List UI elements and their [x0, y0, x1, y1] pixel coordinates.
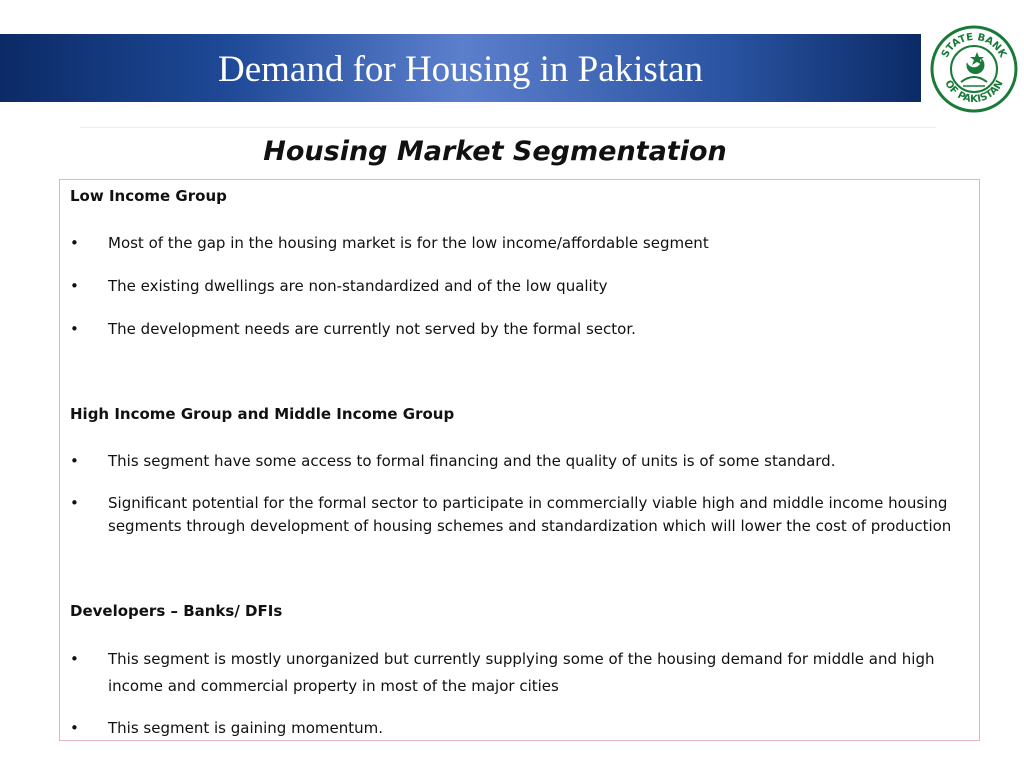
bullet-text: The existing dwellings are non-standardized and of the low quality [108, 277, 608, 295]
bullet-marker: • [70, 277, 79, 295]
bullet-marker: • [70, 650, 79, 668]
logo-text-top: STATE BANK [939, 31, 1009, 60]
section-heading-developers: Developers – Banks/ DFIs [70, 602, 283, 620]
logo-text-bottom: OF PAKISTAN [942, 78, 1006, 106]
bullet-marker: • [70, 719, 79, 737]
bullet-marker: • [70, 320, 79, 338]
bullet-marker: • [70, 452, 79, 470]
bullet-text: This segment have some access to formal financing and the quality of units is of some standard. [108, 452, 836, 470]
bullet-text: This segment is gaining momentum. [108, 719, 383, 737]
bullet-text: Significant potential for the formal sector to participate in commercially viable high and middle income housing segments through development of housing schemes and standardization which will lower the cost of production [108, 494, 952, 535]
bullet-text: The development needs are currently not served by the formal sector. [108, 320, 636, 338]
bullet-marker: • [70, 494, 79, 512]
bullet-text: This segment is mostly unorganized but currently supplying some of the housing demand for middle and high income and commercial property in most of the major cities [108, 650, 935, 695]
section-heading-high-middle-income: High Income Group and Middle Income Group [70, 405, 455, 423]
bullet-text: Most of the gap in the housing market is for the low income/affordable segment [108, 234, 709, 252]
slide-title: Demand for Housing in Pakistan [217, 49, 704, 90]
state-bank-of-pakistan-seal-icon [929, 24, 1019, 114]
slide-subtitle: Housing Market Segmentation [263, 136, 727, 167]
section-heading-low-income: Low Income Group [70, 187, 227, 205]
bullet-marker: • [70, 234, 79, 252]
header-divider [80, 127, 936, 128]
